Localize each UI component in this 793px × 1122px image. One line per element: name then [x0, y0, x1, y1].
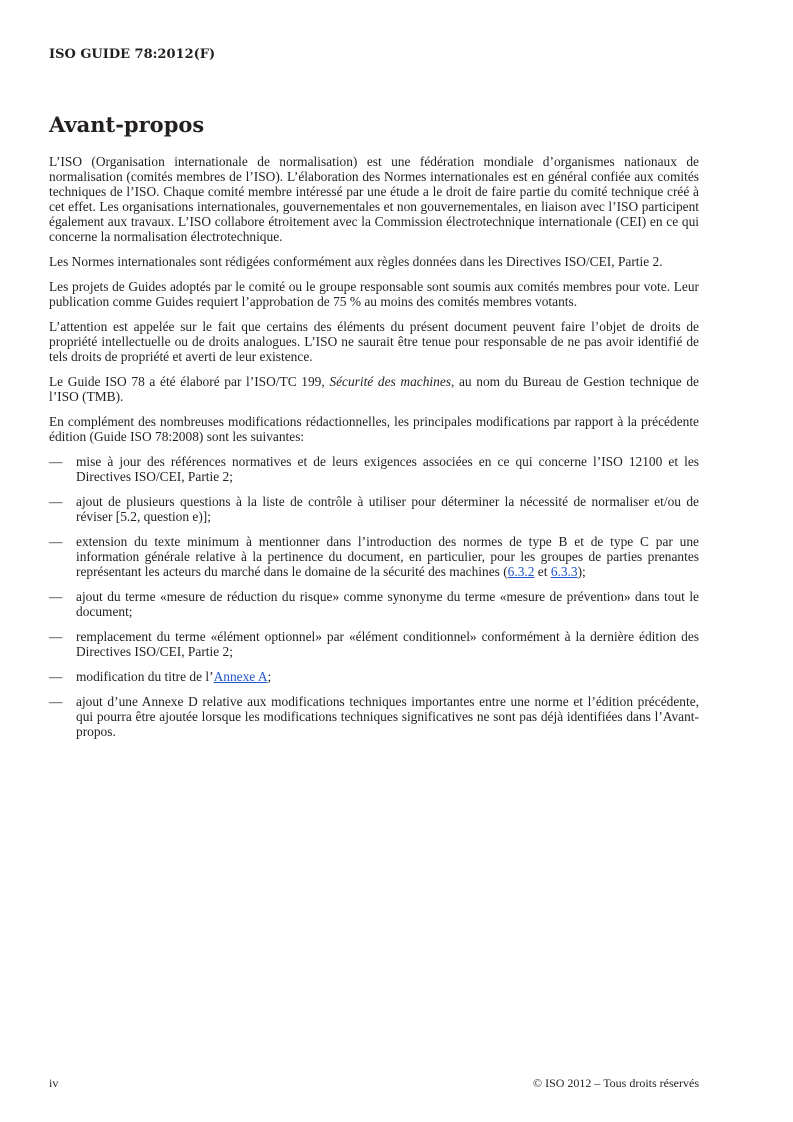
list-item [49, 589, 699, 619]
dash-bullet: — [49, 494, 63, 509]
list-item [49, 694, 699, 739]
list-item-text: ajout de plusieurs questions à la liste de contrôle à utiliser pour déterminer la nécessité de normaliser et/ou de réviser [5.2, question e)]; [76, 494, 699, 524]
list-item [49, 454, 699, 484]
list-item-text: mise à jour des références normatives et de leurs exigences associées en ce qui concerne l’ISO 12100 et les Directives ISO/CEI, Partie 2; [76, 454, 699, 484]
dash-bullet: — [49, 669, 63, 684]
list-item-text: ajout du terme «mesure de réduction du risque» comme synonyme du terme «mesure de prévention» dans tout le document; [76, 589, 699, 619]
list-item-text: remplacement du terme «élément optionnel» par «élément conditionnel» conformément à la dernière édition des Directives ISO/CEI, Partie 2; [76, 629, 699, 659]
list-item [49, 494, 699, 524]
paragraph-directives: Les Normes internationales sont rédigées conformément aux règles données dans les Directives ISO/CEI, Partie 2. [49, 254, 663, 269]
dash-bullet: — [49, 534, 63, 549]
paragraph-prepared-by [49, 374, 699, 404]
paragraph-guides-vote: Les projets de Guides adoptés par le comité ou le groupe responsable sont soumis aux comités membres pour vote. Leur publication comme Guides requiert l’approbation de 75 % au moins des comités membres votants. [49, 279, 699, 309]
paragraph-iso-intro: L’ISO (Organisation internationale de normalisation) est une fédération mondiale d’organismes nationaux de normalisation (comités membres de l’ISO). L’élaboration des Normes internationales est en général confiée aux comités techniques de l’ISO. Chaque comité membre intéressé par une étude a le droit de faire partie du comité technique créé à cet effet. Les organisations internationales, gouvernementales et non gouvernementales, en liaison avec l’ISO participent également aux travaux. L’ISO collabore étroitement avec la Commission électrotechnique internationale (CEI) en ce qui concerne la normalisation électrotechnique. [49, 154, 699, 244]
prepared-by-rest: , au nom du Bureau de Gestion technique de l’ISO (TMB). [49, 374, 699, 404]
copyright-notice: © ISO 2012 – Tous droits réservés [532, 1076, 699, 1090]
link-6-3-3[interactable]: 6.3.3 [550, 564, 578, 579]
list-item-text: ; [267, 669, 272, 684]
list-item-text: extension du texte minimum à mentionner dans l’introduction des normes de type B et de type C par une information générale relative à la pertinence du document, en particulier, pour les groupes de parties prenantes représentant les acteurs du marché dans le domaine de la sécurité des machines ( [76, 534, 699, 579]
list-item-text: modification du titre de l’ [76, 669, 214, 684]
prepared-by-text: Le Guide ISO 78 a été élaboré par l’ISO/TC 199, [49, 374, 330, 389]
page-number: iv [49, 1076, 59, 1090]
foreword-body [49, 154, 699, 749]
link-6-3-2[interactable]: 6.3.2 [507, 564, 535, 579]
list-item-text: ajout d’une Annexe D relative aux modifications techniques importantes entre une norme et l’édition précédente, qui pourra être ajoutée lorsque les modifications techniques significatives ne sont pas déjà identifiées dans l’Avant-propos. [76, 694, 699, 739]
list-item-text: et [534, 564, 551, 579]
list-item [49, 669, 699, 684]
link-annexe-a[interactable]: Annexe A [213, 669, 268, 684]
dash-bullet: — [49, 629, 63, 644]
dash-bullet: — [49, 694, 63, 709]
list-item [49, 534, 699, 579]
list-item [49, 629, 699, 659]
paragraph-patent-rights: L’attention est appelée sur le fait que certains des éléments du présent document peuvent faire l’objet de droits de propriété intellectuelle ou de droits analogues. L’ISO ne saurait être tenue pour responsable de ne pas avoir identifié de tels droits de propriété et averti de leur existence. [49, 319, 699, 364]
committee-title: Sécurité des machines [329, 374, 451, 389]
section-title: Avant-propos [49, 112, 205, 137]
dash-bullet: — [49, 454, 63, 469]
changes-list [49, 454, 699, 739]
dash-bullet: — [49, 589, 63, 604]
document-header: ISO GUIDE 78:2012(F) [49, 47, 216, 62]
list-item-text: ); [577, 564, 586, 579]
paragraph-changes-intro: En complément des nombreuses modifications rédactionnelles, les principales modifications par rapport à la précédente édition (Guide ISO 78:2008) sont les suivantes: [49, 414, 699, 444]
